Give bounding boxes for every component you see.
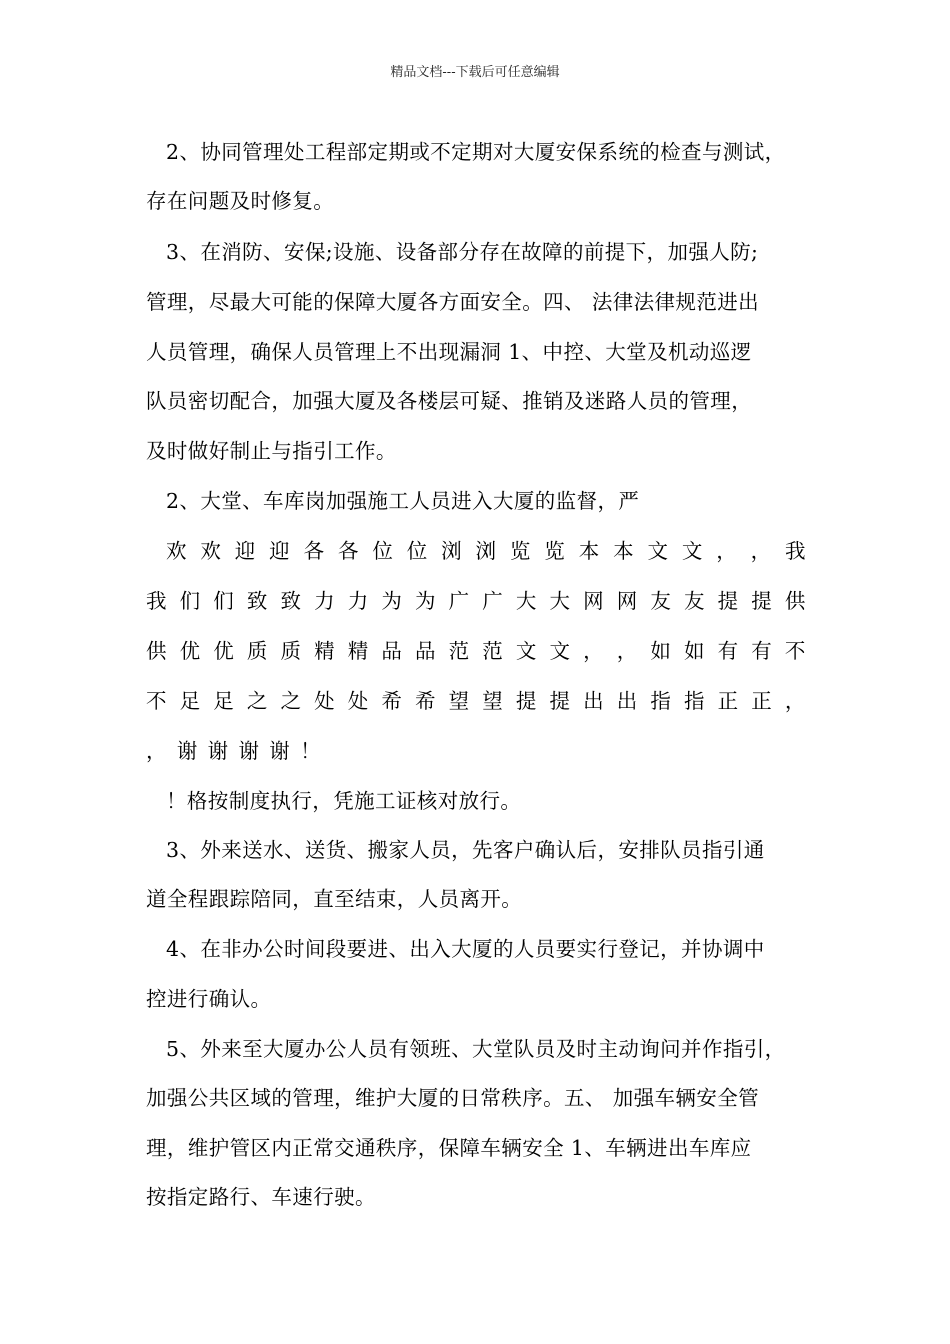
spaced-char: 大: [515, 589, 537, 613]
spaced-char: 正: [717, 689, 739, 713]
text-line: 5、外来至大厦办公人员有领班、大堂队员及时主动询问并作指引，: [166, 1037, 786, 1061]
spaced-char: 优: [179, 639, 201, 663]
spaced-char: 文: [681, 539, 703, 563]
spaced-char: 本: [613, 539, 634, 563]
page-header: 精品文档---下载后可任意编辑: [390, 65, 560, 80]
text-line: ！格按制度执行，凭施工证核对放行。: [166, 789, 522, 813]
spaced-char: 如: [650, 639, 672, 663]
spaced-char: 提: [751, 589, 773, 613]
spaced-char: 有: [717, 639, 739, 663]
spaced-char: 供: [146, 639, 167, 663]
spaced-char: 各: [337, 539, 359, 563]
spaced-char: ，: [583, 639, 605, 663]
text-line: 加强公共区域的管理，维护大厦的日常秩序。五、 加强车辆安全管: [146, 1086, 760, 1110]
text-line: 4、在非办公时间段要进、出入大厦的人员要实行登记，并协调中: [166, 937, 765, 961]
spaced-char: 为: [415, 589, 436, 613]
spaced-char: 欢: [200, 539, 222, 563]
spaced-char: 力: [314, 589, 336, 613]
spaced-char: 之: [280, 689, 302, 713]
spaced-char: 大: [549, 589, 571, 613]
spaced-char: 望: [448, 689, 470, 713]
spaced-char: 欢: [166, 539, 187, 563]
spaced-char: 友: [684, 589, 705, 613]
spaced-char: 览: [544, 539, 566, 563]
text-line: 存在问题及时修复。: [146, 189, 335, 213]
spaced-char: 我: [785, 539, 806, 563]
spaced-char: 我: [146, 589, 167, 613]
spaced-char: ，: [616, 639, 638, 663]
spaced-char: 范: [448, 639, 470, 663]
spaced-char: 足: [213, 689, 235, 713]
spaced-char: 提: [549, 689, 571, 713]
text-line: 控进行确认。: [146, 987, 272, 1011]
spaced-char: 位: [372, 539, 394, 563]
spaced-char: 文: [647, 539, 669, 563]
spaced-char: ，: [716, 539, 738, 563]
spaced-char: ，: [750, 539, 772, 563]
spaced-char: 谢: [238, 739, 260, 763]
spaced-char: 文: [515, 639, 537, 663]
spaced-char: 文: [549, 639, 571, 663]
spaced-char: 之: [246, 689, 268, 713]
spaced-char: 足: [179, 689, 201, 713]
text-line: 3、在消防、安保;设施、设备部分存在故障的前提下，加强人防;: [166, 240, 759, 264]
spaced-char: 各: [303, 539, 325, 563]
spaced-char: 精: [314, 639, 336, 663]
text-line: 管理，尽最大可能的保障大厦各方面安全。四、 法律法律规范进出: [146, 290, 760, 314]
spaced-char: 优: [213, 639, 235, 663]
spaced-char: 谢: [176, 739, 198, 763]
spaced-char: 览: [509, 539, 531, 563]
spaced-line: [146, 686, 806, 716]
spaced-char: 指: [650, 689, 672, 713]
spaced-line: [146, 736, 321, 766]
text-line: 2、大堂、车库岗加强施工人员进入大厦的监督，严: [166, 489, 640, 513]
spaced-char: 处: [347, 689, 369, 713]
spaced-char: 品: [415, 639, 436, 663]
spaced-char: ，: [146, 739, 167, 763]
spaced-char: 浏: [441, 539, 463, 563]
spaced-char: 友: [650, 589, 672, 613]
spaced-char: 范: [482, 639, 504, 663]
spaced-char: 正: [751, 689, 773, 713]
spaced-char: 希: [415, 689, 436, 713]
spaced-char: 质: [280, 639, 302, 663]
spaced-char: 不: [146, 689, 167, 713]
spaced-char: 供: [784, 589, 806, 613]
spaced-char: ，: [784, 689, 806, 713]
spaced-char: 浏: [475, 539, 497, 563]
spaced-char: 致: [280, 589, 302, 613]
spaced-char: 指: [684, 689, 705, 713]
spaced-char: 质: [246, 639, 268, 663]
spaced-char: 谢: [207, 739, 229, 763]
text-line: 2、协同管理处工程部定期或不定期对大厦安保系统的检查与测试，: [166, 140, 786, 164]
spaced-char: 不: [784, 639, 806, 663]
spaced-char: 为: [381, 589, 403, 613]
spaced-char: 迎: [234, 539, 256, 563]
spaced-char: 迎: [269, 539, 291, 563]
spaced-char: 提: [717, 589, 739, 613]
spaced-line: [146, 586, 806, 616]
text-line: 及时做好制止与指引工作。: [146, 439, 397, 463]
text-line: 队员密切配合，加强大厦及各楼层可疑、推销及迷路人员的管理，: [146, 389, 753, 413]
text-line: 理，维护管区内正常交通秩序，保障车辆安全 1、车辆进出车库应: [146, 1136, 752, 1160]
spaced-char: 致: [246, 589, 268, 613]
spaced-char: 希: [381, 689, 403, 713]
spaced-line: [166, 536, 806, 566]
spaced-char: 位: [406, 539, 428, 563]
spaced-char: 们: [213, 589, 235, 613]
spaced-char: 力: [347, 589, 369, 613]
spaced-char: 如: [684, 639, 705, 663]
spaced-char: 网: [583, 589, 605, 613]
spaced-char: 处: [314, 689, 336, 713]
spaced-char: 出: [583, 689, 605, 713]
spaced-line: [146, 636, 806, 666]
text-line: 道全程跟踪陪同，直至结束，人员离开。: [146, 887, 523, 911]
spaced-char: 出: [616, 689, 638, 713]
text-line: 3、外来送水、送货、搬家人员，先客户确认后，安排队员指引通: [166, 838, 765, 862]
spaced-char: 有: [751, 639, 773, 663]
text-line: 按指定路行、车速行驶。: [146, 1185, 376, 1209]
text-line: 人员管理，确保人员管理上不出现漏洞 1、中控、大堂及机动巡逻: [146, 340, 752, 364]
spaced-char: 们: [179, 589, 201, 613]
spaced-char: 提: [515, 689, 537, 713]
spaced-char: 广: [482, 589, 504, 613]
spaced-char: 本: [578, 539, 600, 563]
spaced-char: ！: [300, 739, 321, 763]
spaced-char: 精: [347, 639, 369, 663]
spaced-char: 望: [482, 689, 504, 713]
spaced-char: 品: [381, 639, 403, 663]
spaced-char: 网: [616, 589, 638, 613]
spaced-char: 谢: [269, 739, 291, 763]
spaced-char: 广: [448, 589, 470, 613]
